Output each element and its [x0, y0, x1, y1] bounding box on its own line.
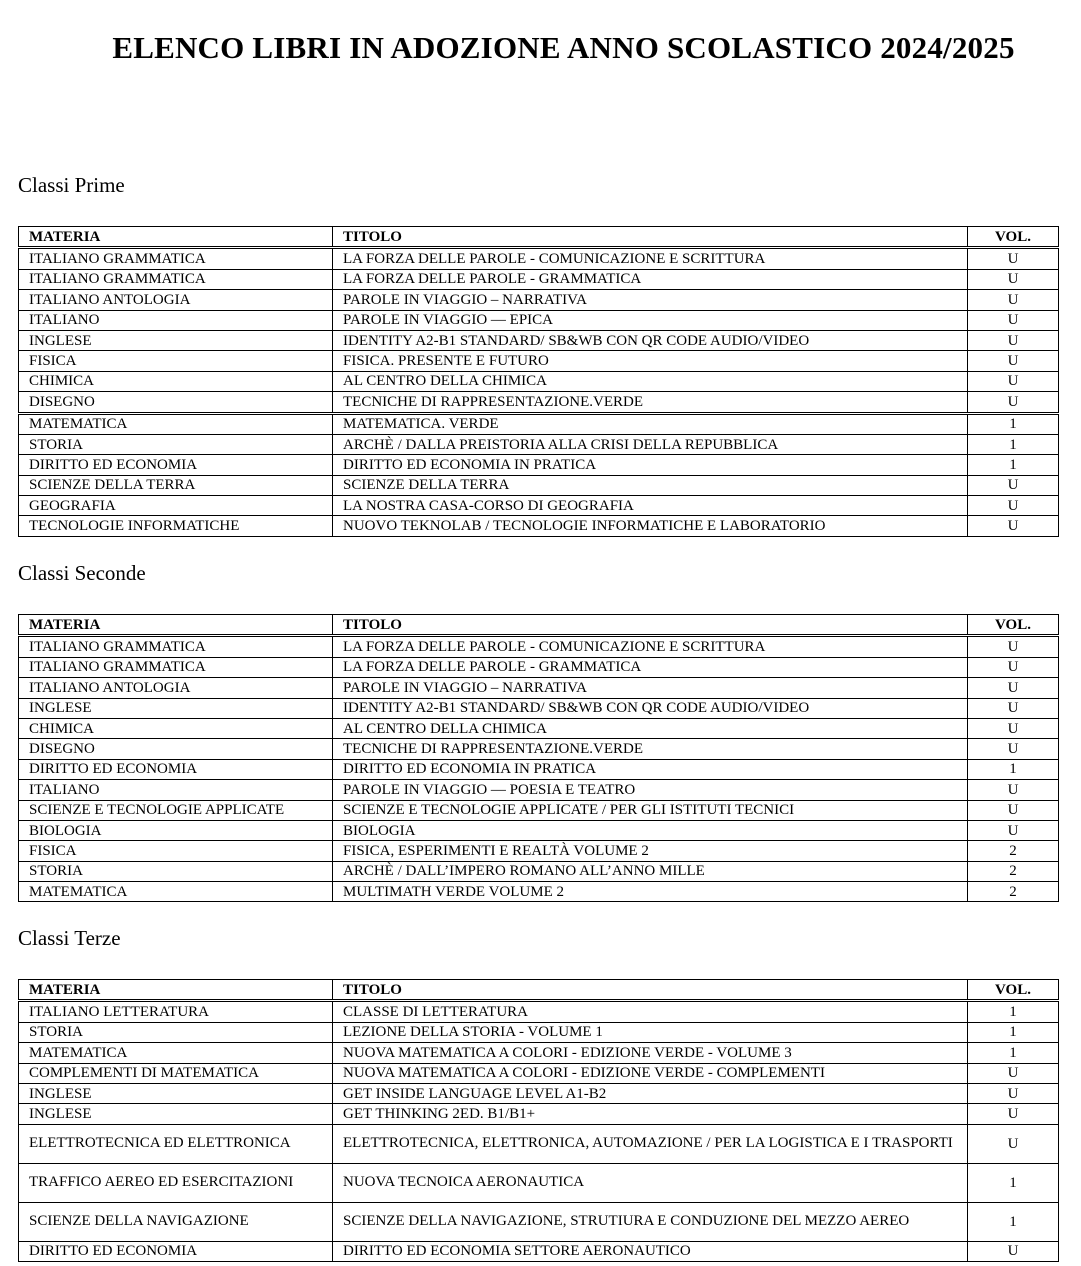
cell-materia: MATEMATICA	[19, 1043, 333, 1063]
cell-titolo: AL CENTRO DELLA CHIMICA	[333, 371, 968, 391]
cell-titolo: FISICA, ESPERIMENTI E REALTÀ VOLUME 2	[333, 841, 968, 861]
table-row	[19, 371, 1059, 391]
cell-vol: U	[968, 1083, 1059, 1103]
header-vol: VOL.	[968, 615, 1059, 636]
table-row	[19, 800, 1059, 820]
cell-materia: CHIMICA	[19, 718, 333, 738]
cell-titolo: FISICA. PRESENTE E FUTURO	[333, 351, 968, 371]
cell-titolo: PAROLE IN VIAGGIO – NARRATIVA	[333, 678, 968, 698]
section-heading-terze: Classi Terze	[18, 926, 121, 950]
table-row	[19, 780, 1059, 800]
cell-titolo: GET INSIDE LANGUAGE LEVEL A1-B2	[333, 1083, 968, 1103]
table-row	[19, 434, 1059, 454]
table-row	[19, 1163, 1059, 1202]
cell-vol: U	[968, 718, 1059, 738]
table-row	[19, 841, 1059, 861]
cell-materia: ITALIANO GRAMMATICA	[19, 269, 333, 289]
cell-titolo: DIRITTO ED ECONOMIA IN PRATICA	[333, 455, 968, 475]
cell-titolo: PAROLE IN VIAGGIO – NARRATIVA	[333, 290, 968, 310]
cell-titolo: ELETTROTECNICA, ELETTRONICA, AUTOMAZIONE / PER LA LOGISTICA E I TRASPORTI	[333, 1124, 968, 1163]
cell-materia: MATEMATICA	[19, 882, 333, 902]
table-row	[19, 1063, 1059, 1083]
cell-materia: SCIENZE E TECNOLOGIE APPLICATE	[19, 800, 333, 820]
cell-titolo: ARCHÈ / DALLA PREISTORIA ALLA CRISI DELLA REPUBBLICA	[333, 434, 968, 454]
cell-titolo: IDENTITY A2-B1 STANDARD/ SB&WB CON QR CODE AUDIO/VIDEO	[333, 330, 968, 350]
cell-titolo: SCIENZE DELLA TERRA	[333, 475, 968, 495]
cell-vol: U	[968, 496, 1059, 516]
cell-titolo: LA FORZA DELLE PAROLE - GRAMMATICA	[333, 269, 968, 289]
cell-titolo: IDENTITY A2-B1 STANDARD/ SB&WB CON QR CODE AUDIO/VIDEO	[333, 698, 968, 718]
cell-vol: U	[968, 657, 1059, 677]
cell-titolo: PAROLE IN VIAGGIO — POESIA E TEATRO	[333, 780, 968, 800]
cell-titolo: PAROLE IN VIAGGIO — EPICA	[333, 310, 968, 330]
cell-vol: U	[968, 269, 1059, 289]
table-row	[19, 1022, 1059, 1042]
cell-titolo: TECNICHE DI RAPPRESENTAZIONE.VERDE	[333, 739, 968, 759]
table-row	[19, 475, 1059, 495]
cell-titolo: SCIENZE DELLA NAVIGAZIONE, STRUTIURA E CONDUZIONE DEL MEZZO AEREO	[333, 1202, 968, 1241]
cell-vol: 1	[968, 455, 1059, 475]
table-prime	[18, 226, 1059, 537]
cell-titolo: ARCHÈ / DALL’IMPERO ROMANO ALL’ANNO MILLE	[333, 861, 968, 881]
cell-vol: U	[968, 392, 1059, 413]
table-row	[19, 1043, 1059, 1063]
table-row	[19, 657, 1059, 677]
cell-vol: U	[968, 516, 1059, 536]
cell-materia: INGLESE	[19, 698, 333, 718]
cell-titolo: LA FORZA DELLE PAROLE - COMUNICAZIONE E SCRITTURA	[333, 636, 968, 657]
header-vol: VOL.	[968, 227, 1059, 248]
table-body-seconde	[19, 636, 1059, 902]
cell-materia: BIOLOGIA	[19, 820, 333, 840]
cell-vol: U	[968, 248, 1059, 269]
table-row	[19, 1124, 1059, 1163]
cell-materia: INGLESE	[19, 1104, 333, 1124]
cell-materia: ITALIANO	[19, 310, 333, 330]
table-row	[19, 496, 1059, 516]
cell-vol: U	[968, 739, 1059, 759]
cell-materia: ITALIANO LETTERATURA	[19, 1001, 333, 1022]
table-row	[19, 351, 1059, 371]
cell-vol: 1	[968, 1001, 1059, 1022]
cell-materia: STORIA	[19, 861, 333, 881]
header-materia: MATERIA	[19, 227, 333, 248]
cell-materia: DIRITTO ED ECONOMIA	[19, 455, 333, 475]
cell-vol: U	[968, 371, 1059, 391]
cell-titolo: NUOVO TEKNOLAB / TECNOLOGIE INFORMATICHE E LABORATORIO	[333, 516, 968, 536]
cell-materia: TRAFFICO AEREO ED ESERCITAZIONI	[19, 1163, 333, 1202]
cell-materia: STORIA	[19, 434, 333, 454]
cell-titolo: TECNICHE DI RAPPRESENTAZIONE.VERDE	[333, 392, 968, 413]
cell-materia: INGLESE	[19, 1083, 333, 1103]
cell-vol: U	[968, 1241, 1059, 1261]
cell-titolo: GET THINKING 2ED. B1/B1+	[333, 1104, 968, 1124]
cell-titolo: NUOVA TECNOICA AERONAUTICA	[333, 1163, 968, 1202]
cell-vol: 2	[968, 882, 1059, 902]
cell-vol: U	[968, 290, 1059, 310]
cell-titolo: MULTIMATH VERDE VOLUME 2	[333, 882, 968, 902]
cell-titolo: AL CENTRO DELLA CHIMICA	[333, 718, 968, 738]
header-materia: MATERIA	[19, 615, 333, 636]
table-row	[19, 1202, 1059, 1241]
cell-titolo: LEZIONE DELLA STORIA - VOLUME 1	[333, 1022, 968, 1042]
header-titolo: TITOLO	[333, 227, 968, 248]
cell-materia: ITALIANO ANTOLOGIA	[19, 290, 333, 310]
cell-materia: FISICA	[19, 841, 333, 861]
header-vol: VOL.	[968, 980, 1059, 1001]
table-row	[19, 269, 1059, 289]
cell-titolo: LA FORZA DELLE PAROLE - COMUNICAZIONE E SCRITTURA	[333, 248, 968, 269]
table-body-prime	[19, 248, 1059, 536]
cell-materia: COMPLEMENTI DI MATEMATICA	[19, 1063, 333, 1083]
cell-vol: 2	[968, 861, 1059, 881]
cell-materia: STORIA	[19, 1022, 333, 1042]
table-row	[19, 1083, 1059, 1103]
cell-titolo: SCIENZE E TECNOLOGIE APPLICATE / PER GLI ISTITUTI TECNICI	[333, 800, 968, 820]
cell-vol: U	[968, 1104, 1059, 1124]
cell-vol: 1	[968, 1163, 1059, 1202]
cell-vol: 1	[968, 1022, 1059, 1042]
table-row	[19, 310, 1059, 330]
cell-vol: 1	[968, 413, 1059, 434]
cell-titolo: NUOVA MATEMATICA A COLORI - EDIZIONE VERDE - COMPLEMENTI	[333, 1063, 968, 1083]
table-terze	[18, 979, 1059, 1262]
cell-materia: DIRITTO ED ECONOMIA	[19, 759, 333, 779]
table-row	[19, 820, 1059, 840]
table-row	[19, 718, 1059, 738]
cell-materia: TECNOLOGIE INFORMATICHE	[19, 516, 333, 536]
cell-vol: U	[968, 800, 1059, 820]
cell-materia: GEOGRAFIA	[19, 496, 333, 516]
table-row	[19, 739, 1059, 759]
cell-materia: ITALIANO GRAMMATICA	[19, 657, 333, 677]
cell-titolo: DIRITTO ED ECONOMIA SETTORE AERONAUTICO	[333, 1241, 968, 1261]
page-title: ELENCO LIBRI IN ADOZIONE ANNO SCOLASTICO 2024/2025	[112, 30, 1015, 65]
cell-vol: 2	[968, 841, 1059, 861]
cell-titolo: LA NOSTRA CASA-CORSO DI GEOGRAFIA	[333, 496, 968, 516]
cell-materia: DISEGNO	[19, 739, 333, 759]
table-row	[19, 330, 1059, 350]
cell-materia: FISICA	[19, 351, 333, 371]
cell-titolo: NUOVA MATEMATICA A COLORI - EDIZIONE VERDE - VOLUME 3	[333, 1043, 968, 1063]
table-row	[19, 413, 1059, 434]
cell-materia: SCIENZE DELLA TERRA	[19, 475, 333, 495]
cell-materia: CHIMICA	[19, 371, 333, 391]
table-row	[19, 759, 1059, 779]
section-heading-seconde: Classi Seconde	[18, 561, 146, 585]
header-titolo: TITOLO	[333, 615, 968, 636]
table-row	[19, 636, 1059, 657]
cell-titolo: MATEMATICA. VERDE	[333, 413, 968, 434]
table-row	[19, 882, 1059, 902]
table-header-row	[19, 227, 1059, 248]
cell-vol: U	[968, 780, 1059, 800]
cell-materia: MATEMATICA	[19, 413, 333, 434]
cell-vol: 1	[968, 1043, 1059, 1063]
cell-vol: U	[968, 475, 1059, 495]
table-row	[19, 455, 1059, 475]
cell-vol: U	[968, 330, 1059, 350]
table-row	[19, 678, 1059, 698]
cell-vol: U	[968, 820, 1059, 840]
table-body-terze	[19, 1001, 1059, 1262]
table-row	[19, 248, 1059, 269]
cell-titolo: DIRITTO ED ECONOMIA IN PRATICA	[333, 759, 968, 779]
cell-vol: U	[968, 351, 1059, 371]
cell-materia: ITALIANO ANTOLOGIA	[19, 678, 333, 698]
header-materia: MATERIA	[19, 980, 333, 1001]
cell-materia: DIRITTO ED ECONOMIA	[19, 1241, 333, 1261]
cell-vol: U	[968, 1063, 1059, 1083]
cell-materia: ITALIANO GRAMMATICA	[19, 248, 333, 269]
cell-materia: INGLESE	[19, 330, 333, 350]
cell-vol: U	[968, 310, 1059, 330]
table-row	[19, 1104, 1059, 1124]
cell-materia: ITALIANO	[19, 780, 333, 800]
table-row	[19, 1001, 1059, 1022]
cell-materia: DISEGNO	[19, 392, 333, 413]
table-row	[19, 516, 1059, 536]
table-row	[19, 861, 1059, 881]
cell-vol: 1	[968, 434, 1059, 454]
table-row	[19, 392, 1059, 413]
cell-vol: U	[968, 636, 1059, 657]
cell-titolo: CLASSE DI LETTERATURA	[333, 1001, 968, 1022]
section-heading-prime: Classi Prime	[18, 173, 125, 197]
cell-materia: ITALIANO GRAMMATICA	[19, 636, 333, 657]
cell-vol: U	[968, 1124, 1059, 1163]
cell-vol: 1	[968, 759, 1059, 779]
cell-vol: 1	[968, 1202, 1059, 1241]
table-header-row	[19, 615, 1059, 636]
cell-materia: ELETTROTECNICA ED ELETTRONICA	[19, 1124, 333, 1163]
cell-materia: SCIENZE DELLA NAVIGAZIONE	[19, 1202, 333, 1241]
table-row	[19, 290, 1059, 310]
cell-vol: U	[968, 698, 1059, 718]
header-titolo: TITOLO	[333, 980, 968, 1001]
table-row	[19, 1241, 1059, 1261]
cell-vol: U	[968, 678, 1059, 698]
table-seconde	[18, 614, 1059, 902]
cell-titolo: BIOLOGIA	[333, 820, 968, 840]
cell-titolo: LA FORZA DELLE PAROLE - GRAMMATICA	[333, 657, 968, 677]
table-row	[19, 698, 1059, 718]
table-header-row	[19, 980, 1059, 1001]
